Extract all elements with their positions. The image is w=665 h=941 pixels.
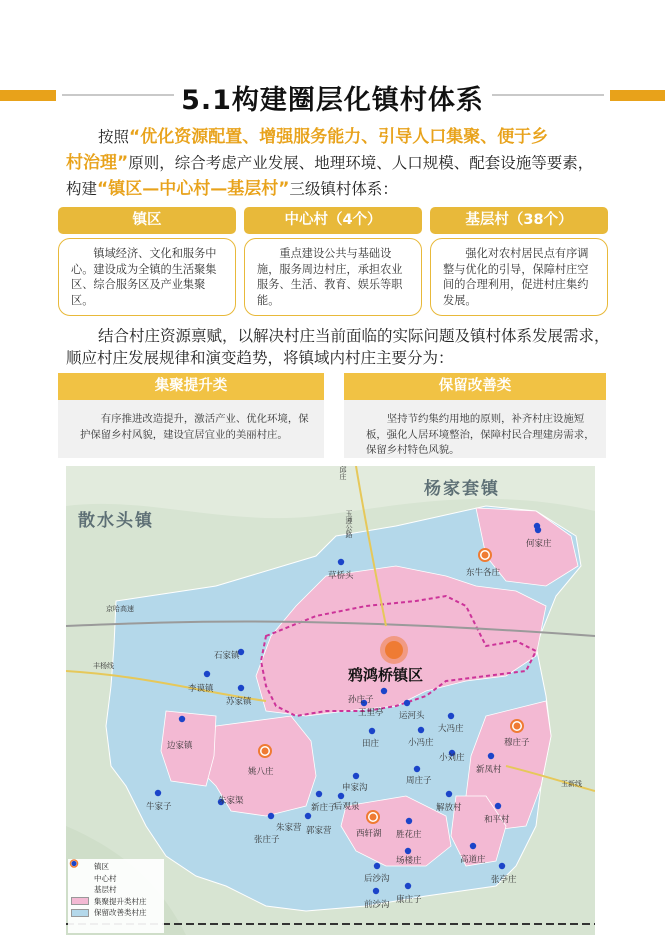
title-rule-right	[492, 94, 604, 96]
road-label: 玉遵公路	[345, 510, 353, 538]
village-label: 运河头	[399, 711, 425, 721]
center-village-marker	[479, 549, 491, 561]
base-village-dot	[414, 766, 420, 772]
road-label: 丰杨线	[93, 662, 114, 670]
village-label: 郭家营	[306, 826, 332, 836]
village-label: 孙庄子	[348, 695, 374, 705]
base-village-dot	[338, 793, 344, 799]
village-label: 西轩湖	[356, 829, 382, 839]
intro-paragraph-line2	[66, 150, 614, 176]
legend-row-retain	[71, 907, 161, 919]
classification-paragraph: 结合村庄资源禀赋，以解决村庄当前面临的实际问题及镇村体系发展需求，	[98, 327, 610, 345]
legend-label: 保留改善类村庄	[94, 908, 147, 918]
legend-cluster-swatch	[71, 897, 89, 906]
neighbor-town-west: 散水头镇	[78, 511, 154, 531]
base-village-dot	[353, 773, 359, 779]
base-village-dot	[499, 863, 505, 869]
class-head-retain: 保留改善类	[344, 373, 606, 400]
tier-desc-center-village: 重点建设公共与基础设施，服务周边村庄，承担农业服务、生活、教育、娱乐等职能。	[244, 238, 422, 316]
tier-head-center-village: 中心村（4个）	[244, 207, 422, 234]
village-label: 后沙沟	[364, 874, 390, 884]
village-label: 何家庄	[526, 539, 552, 549]
intro-principle-b: 村治理”	[66, 153, 129, 173]
village-label: 后观泉	[334, 802, 360, 812]
village-label: 小冯庄	[408, 738, 434, 748]
village-label: 石家镇	[214, 651, 240, 661]
base-village-dot	[488, 753, 494, 759]
village-label: 田庄	[362, 739, 380, 749]
village-label: 康庄子	[396, 895, 422, 905]
legend-label: 镇区	[94, 862, 109, 872]
base-village-dot	[155, 790, 161, 796]
center-village-marker	[367, 811, 379, 823]
legend-base-icon	[71, 885, 89, 894]
village-label: 李谟镇	[188, 684, 214, 694]
base-village-dot	[405, 883, 411, 889]
base-village-dot	[448, 713, 454, 719]
intro-system-name: “镇区—中心村—基层村”	[97, 179, 290, 199]
tier-desc-town: 镇域经济、文化和服务中心。建设成为全镇的生活聚集区、综合服务区及产业集聚区。	[58, 238, 236, 316]
base-village-dot	[404, 700, 410, 706]
village-system-map	[66, 466, 595, 935]
village-label: 新凤村	[476, 765, 502, 775]
village-label: 牛家子	[146, 802, 172, 812]
base-village-dot	[204, 671, 210, 677]
village-label: 王里亭	[358, 708, 384, 718]
title-accent-bar-left	[0, 90, 56, 101]
title-rule-left	[62, 94, 174, 96]
class-head-cluster: 集聚提升类	[58, 373, 324, 400]
village-label: 胜花庄	[396, 830, 422, 840]
class-desc-cluster: 有序推进改造提升，激活产业、优化环境，保护保留乡村风貌，建设宜居宜业的美丽村庄。	[58, 400, 324, 458]
intro-build-suffix: 三级镇村体系：	[289, 180, 398, 198]
base-village-dot	[238, 685, 244, 691]
village-label: 张亭庄	[491, 875, 517, 885]
town-center-marker	[380, 636, 408, 664]
neighbor-town-northeast: 杨家套镇	[424, 479, 500, 499]
village-label: 张庄子	[254, 835, 280, 845]
town-center-label: 鸦鸿桥镇区	[348, 666, 424, 684]
base-village-dot	[338, 559, 344, 565]
legend-row-base	[71, 884, 161, 896]
village-label: 解放村	[436, 803, 462, 813]
intro-build-prefix: 构建	[66, 180, 98, 198]
class-desc-retain: 坚持节约集约用地的原则，补齐村庄设施短板，强化人居环境整治，保障村民合理建房需求，保留乡村特色风貌。	[344, 400, 606, 458]
intro-prefix: 按照	[98, 128, 130, 146]
road-label: 京哈高速	[106, 605, 134, 613]
legend-label: 中心村	[94, 873, 117, 883]
village-label: 申家沟	[342, 783, 368, 793]
base-village-dot	[495, 803, 501, 809]
village-label: 东牛各庄	[466, 568, 501, 578]
base-village-dot	[446, 791, 452, 797]
village-label: 小刘庄	[439, 753, 465, 763]
title-accent-bar-right	[610, 90, 665, 101]
base-village-dot	[373, 888, 379, 894]
tier-head-base-village: 基层村（38个）	[430, 207, 608, 234]
center-village-marker	[511, 720, 523, 732]
classification-paragraph-line2: 顺应村庄发展规律和演变趋势，将镇域内村庄主要分为：	[66, 349, 454, 367]
village-label: 前沙沟	[364, 900, 390, 910]
title-row	[0, 78, 665, 118]
intro-principle-a: “优化资源配置、增强服务能力、引导人口集聚、便于乡	[129, 127, 549, 147]
legend-label: 集聚提升类村庄	[94, 896, 147, 906]
base-village-dot	[406, 818, 412, 824]
village-label: 姚八庄	[248, 767, 274, 777]
intro-paragraph	[66, 124, 614, 150]
tier-desc-base-village: 强化对农村居民点有序调整与优化的引导，保障村庄空间的合理利用，促进村庄集约发展。	[430, 238, 608, 316]
road-label: 邱庄	[339, 466, 347, 480]
village-label: 朱家营	[276, 823, 302, 833]
map-legend	[68, 859, 164, 933]
intro-paragraph-line3	[66, 176, 614, 202]
village-label: 高道庄	[460, 855, 486, 865]
base-village-dot	[316, 791, 322, 797]
base-village-dot	[470, 843, 476, 849]
base-village-dot	[374, 863, 380, 869]
village-label: 穆庄子	[504, 738, 530, 748]
village-label: 朱家渠	[218, 796, 244, 806]
base-village-dot	[268, 813, 274, 819]
base-village-dot	[305, 813, 311, 819]
village-label: 新庄子	[311, 803, 337, 813]
legend-label: 基层村	[94, 885, 117, 895]
center-village-marker	[259, 745, 271, 757]
village-label: 边家镇	[167, 741, 193, 751]
legend-row-town	[71, 861, 161, 873]
tier-head-town: 镇区	[58, 207, 236, 234]
base-village-dot	[179, 716, 185, 722]
village-label: 周庄子	[406, 776, 432, 786]
page-title: 5.1构建圈层化镇村体系	[181, 85, 484, 116]
village-label: 和平村	[484, 815, 510, 825]
legend-retain-swatch	[71, 908, 89, 917]
legend-row-cluster	[71, 896, 161, 908]
base-village-dot	[381, 688, 387, 694]
legend-center-icon	[71, 874, 89, 883]
road-label: 玉新线	[561, 780, 582, 788]
village-label: 苏家镇	[226, 697, 252, 707]
base-village-dot	[418, 727, 424, 733]
base-village-dot	[534, 523, 540, 529]
village-label: 场楼庄	[396, 856, 422, 866]
base-village-dot	[369, 728, 375, 734]
village-label: 草桥头	[328, 571, 354, 581]
intro-suffix: 原则，综合考虑产业发展、地理环境、人口规模、配套设施等要素，	[128, 154, 594, 172]
legend-row-center	[71, 873, 161, 885]
village-label: 大冯庄	[438, 724, 464, 734]
